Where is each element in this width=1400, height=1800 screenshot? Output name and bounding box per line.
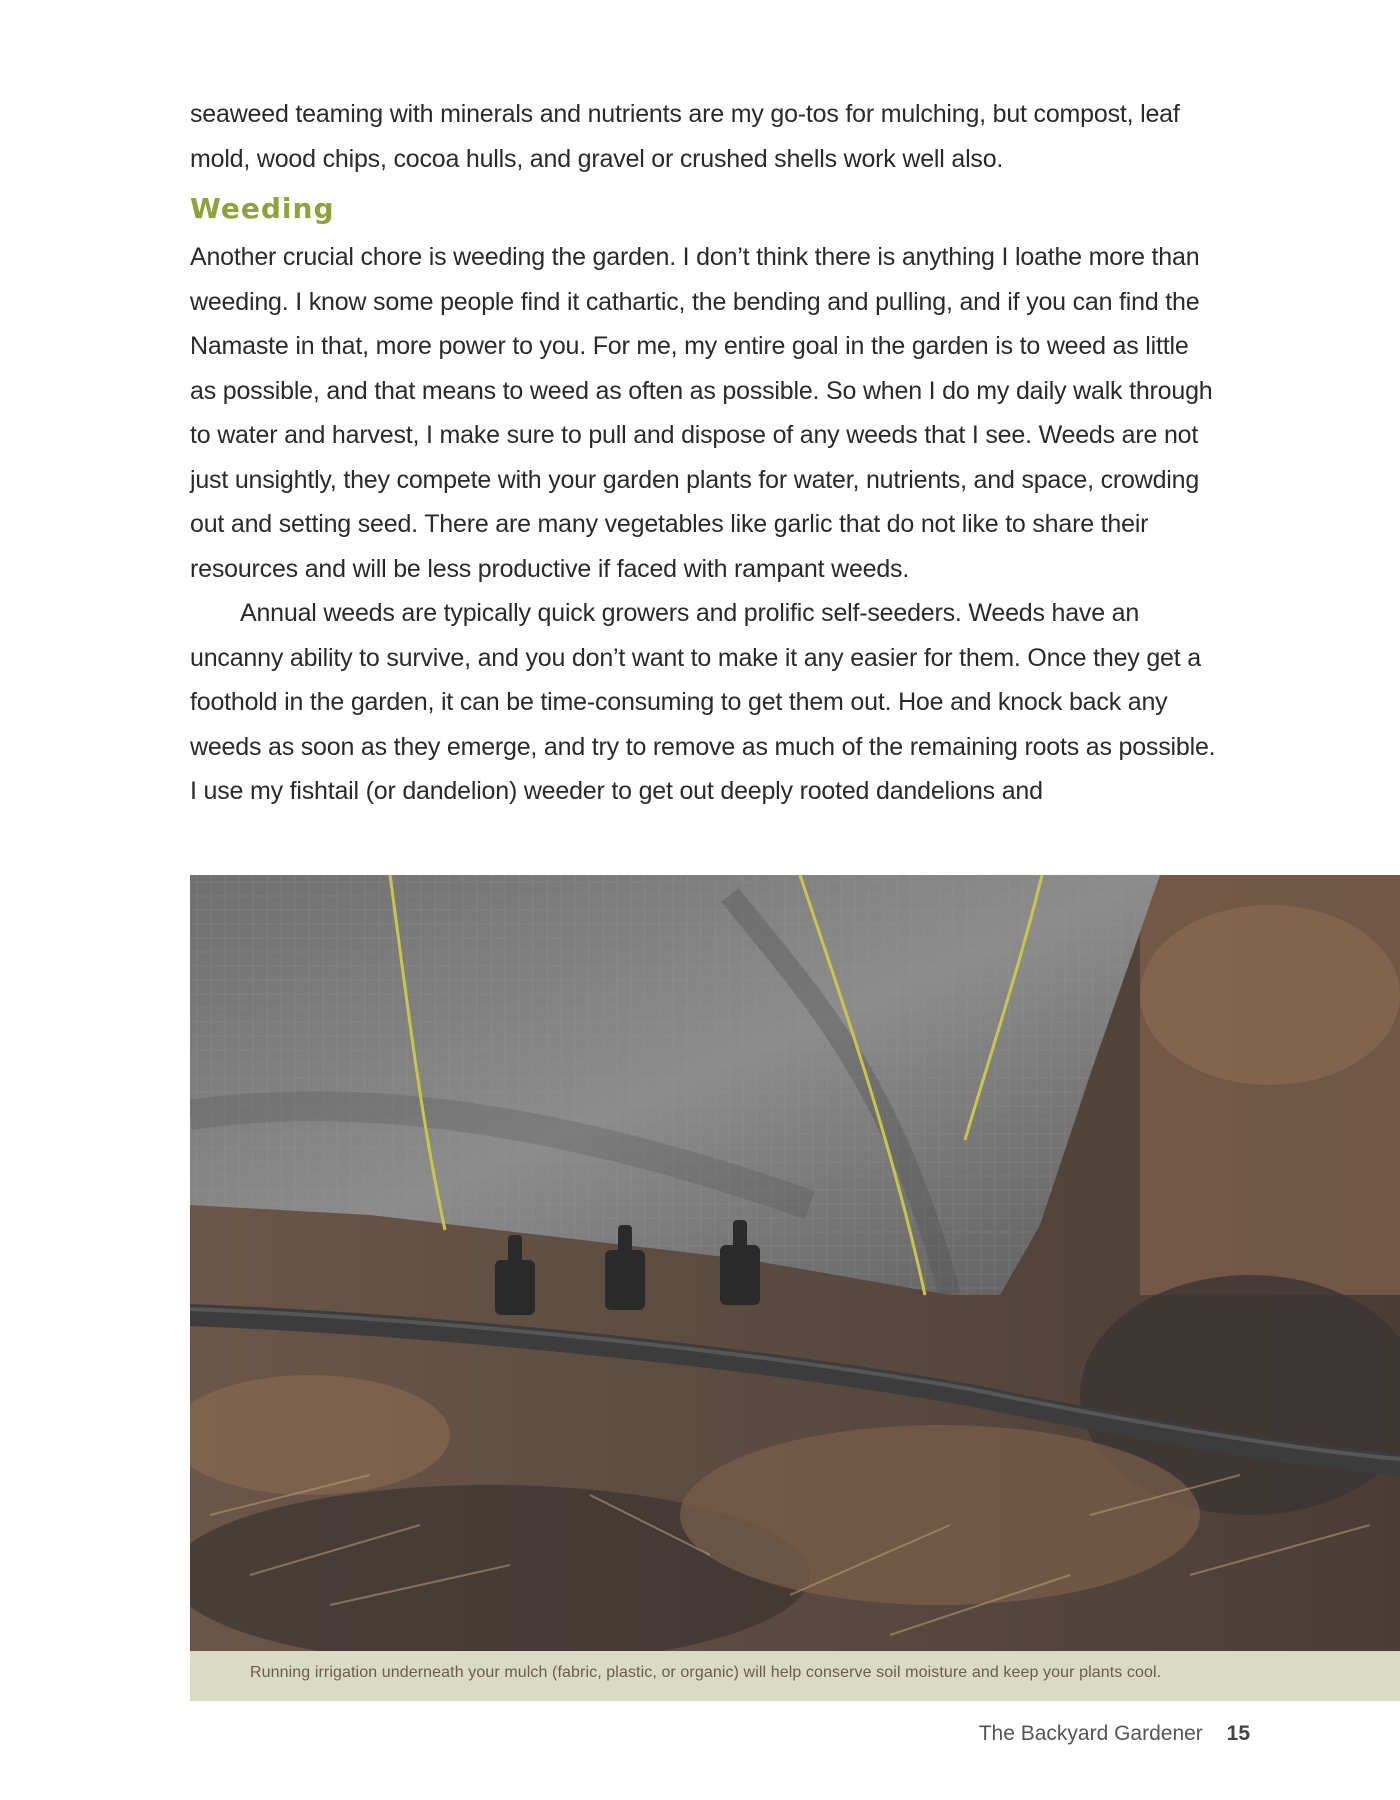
paragraph-weeding-chore: Another crucial chore is weeding the garden. I don’t think there is anything I loathe more than weeding. I know some people find it cathartic, the bending and pulling, and if you can find the Namaste in that, more power to you. For me, my entire goal in the garden is to weed as little as possible, and that means to weed as often as possible. So when I do my daily walk through to water and harvest, I make sure to pull and dispose of any weeds that I see. Weeds are not just unsightly, they compete with your garden plants for water, nutrients, and space, crowding out and setting seed. There are many vegetables like garlic that do not like to share their resources and will be less productive if faced with rampant weeds. [190,243,1213,583]
garden-irrigation-photo [190,875,1400,1651]
page-footer [979,1722,1250,1746]
page-number: 15 [1226,1722,1250,1745]
figure-caption: Running irrigation underneath your mulch (fabric, plastic, or organic) will help conserve soil moisture and keep your plants cool. [250,1664,1162,1681]
body-text [190,92,1220,814]
book-title: The Backyard Gardener [978,1722,1203,1745]
paragraph-annual-weeds: Annual weeds are typically quick growers and prolific self-seeders. Weeds have an uncanny ability to survive, and you don’t want to make it any easier for them. Once they get a foothold in the garden, it can be time-consuming to get them out. Hoe and knock back any weeds as soon as they emerge, and try to remove as much of the remaining roots as possible. I use my fishtail (or dandelion) weeder to get out deeply rooted dandelions and [190,599,1216,805]
figure-caption-bar [190,1651,1400,1701]
section-heading-weeding: Weeding [190,192,335,225]
paragraph-mulching: seaweed teaming with minerals and nutrients are my go-tos for mulching, but compost, leaf mold, wood chips, cocoa hulls, and gravel or crushed shells work well also. [190,100,1180,173]
